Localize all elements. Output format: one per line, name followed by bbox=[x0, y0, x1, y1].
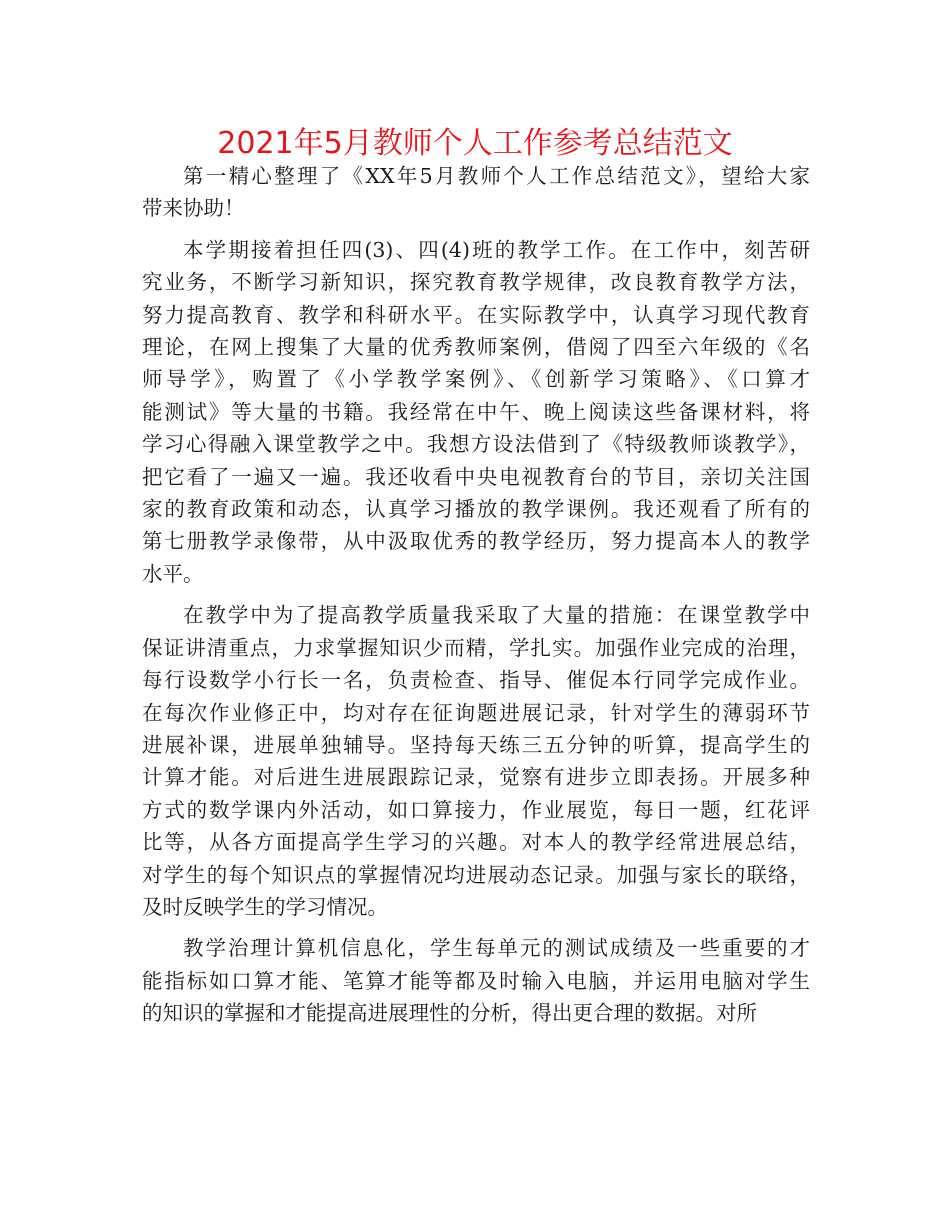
paragraph-line: 对学生的每个知识点的掌握情况均进展动态记录。加强与家长的联络， bbox=[142, 862, 810, 887]
paragraph-line: 及时反映学生的学习情况。 bbox=[142, 894, 388, 919]
paragraph bbox=[142, 932, 810, 1029]
paragraph-line: 带来协助！ bbox=[142, 196, 245, 221]
paragraph-line: 水平。 bbox=[142, 561, 204, 586]
paragraph-line: 在每次作业修正中，均对存在征询题进展记录，针对学生的薄弱环节 bbox=[142, 700, 810, 725]
paragraph-line: 进展补课，进展单独辅导。坚持每天练三五分钟的听算，提高学生的 bbox=[142, 732, 810, 757]
document-title: 2021年5月教师个人工作参考总结范文 bbox=[217, 126, 733, 161]
paragraph-line: 能测试》等大量的书籍。我经常在中午、晚上阅读这些备课材料，将 bbox=[142, 399, 810, 424]
paragraph-line: 学习心得融入课堂教学之中。我想方设法借到了《特级教师谈教学》， bbox=[142, 432, 810, 457]
paragraph bbox=[142, 160, 810, 225]
paragraph-line: 第一精心整理了《XX年5月教师个人工作总结范文》，望给大家 bbox=[183, 164, 810, 188]
paragraph-line: 保证讲清重点，力求掌握知识少而精，学扎实。加强作业完成的治理， bbox=[142, 635, 810, 660]
paragraph-line: 本学期接着担任四(3)、四(4)班的教学工作。在工作中，刻苦研 bbox=[183, 237, 810, 262]
paragraph-line: 第七册教学录像带，从中汲取优秀的教学经历，努力提高本人的教学 bbox=[142, 529, 810, 554]
paragraph bbox=[142, 234, 810, 590]
paragraph-line: 的知识的掌握和才能提高进展理性的分析，得出更合理的数据。对所 bbox=[142, 1001, 757, 1026]
document-body bbox=[142, 160, 810, 1039]
paragraph-line: 比等，从各方面提高学生学习的兴趣。对本人的教学经常进展总结， bbox=[142, 830, 810, 855]
paragraph bbox=[142, 599, 810, 923]
paragraph-line: 计算才能。对后进生进展跟踪记录，觉察有进步立即表扬。开展多种 bbox=[142, 765, 810, 790]
paragraph-line: 每行设数学小行长一名，负责检查、指导、催促本行同学完成作业。 bbox=[142, 668, 810, 693]
paragraph-line: 理论，在网上搜集了大量的优秀教师案例，借阅了四至六年级的《名 bbox=[142, 335, 810, 360]
paragraph-line: 努力提高教育、教学和科研水平。在实际教学中，认真学习现代教育 bbox=[142, 302, 810, 327]
paragraph-line: 家的教育政策和动态，认真学习播放的教学课例。我还观看了所有的 bbox=[142, 497, 810, 522]
paragraph-line: 在教学中为了提高教学质量我采取了大量的措施：在课堂教学中 bbox=[183, 603, 810, 628]
paragraph-line: 教学治理计算机信息化，学生每单元的测试成绩及一些重要的才 bbox=[183, 936, 810, 961]
paragraph-line: 能指标如口算才能、笔算才能等都及时输入电脑，并运用电脑对学生 bbox=[142, 968, 810, 993]
paragraph-line: 把它看了一遍又一遍。我还收看中央电视教育台的节目，亲切关注国 bbox=[142, 464, 810, 489]
paragraph-line: 方式的数学课内外活动，如口算接力，作业展览，每日一题，红花评 bbox=[142, 797, 810, 822]
paragraph-line: 究业务，不断学习新知识，探究教育教学规律，改良教育教学方法， bbox=[142, 270, 810, 295]
paragraph-line: 师导学》，购置了《小学教学案例》、《创新学习策略》、《口算才 bbox=[142, 367, 810, 392]
